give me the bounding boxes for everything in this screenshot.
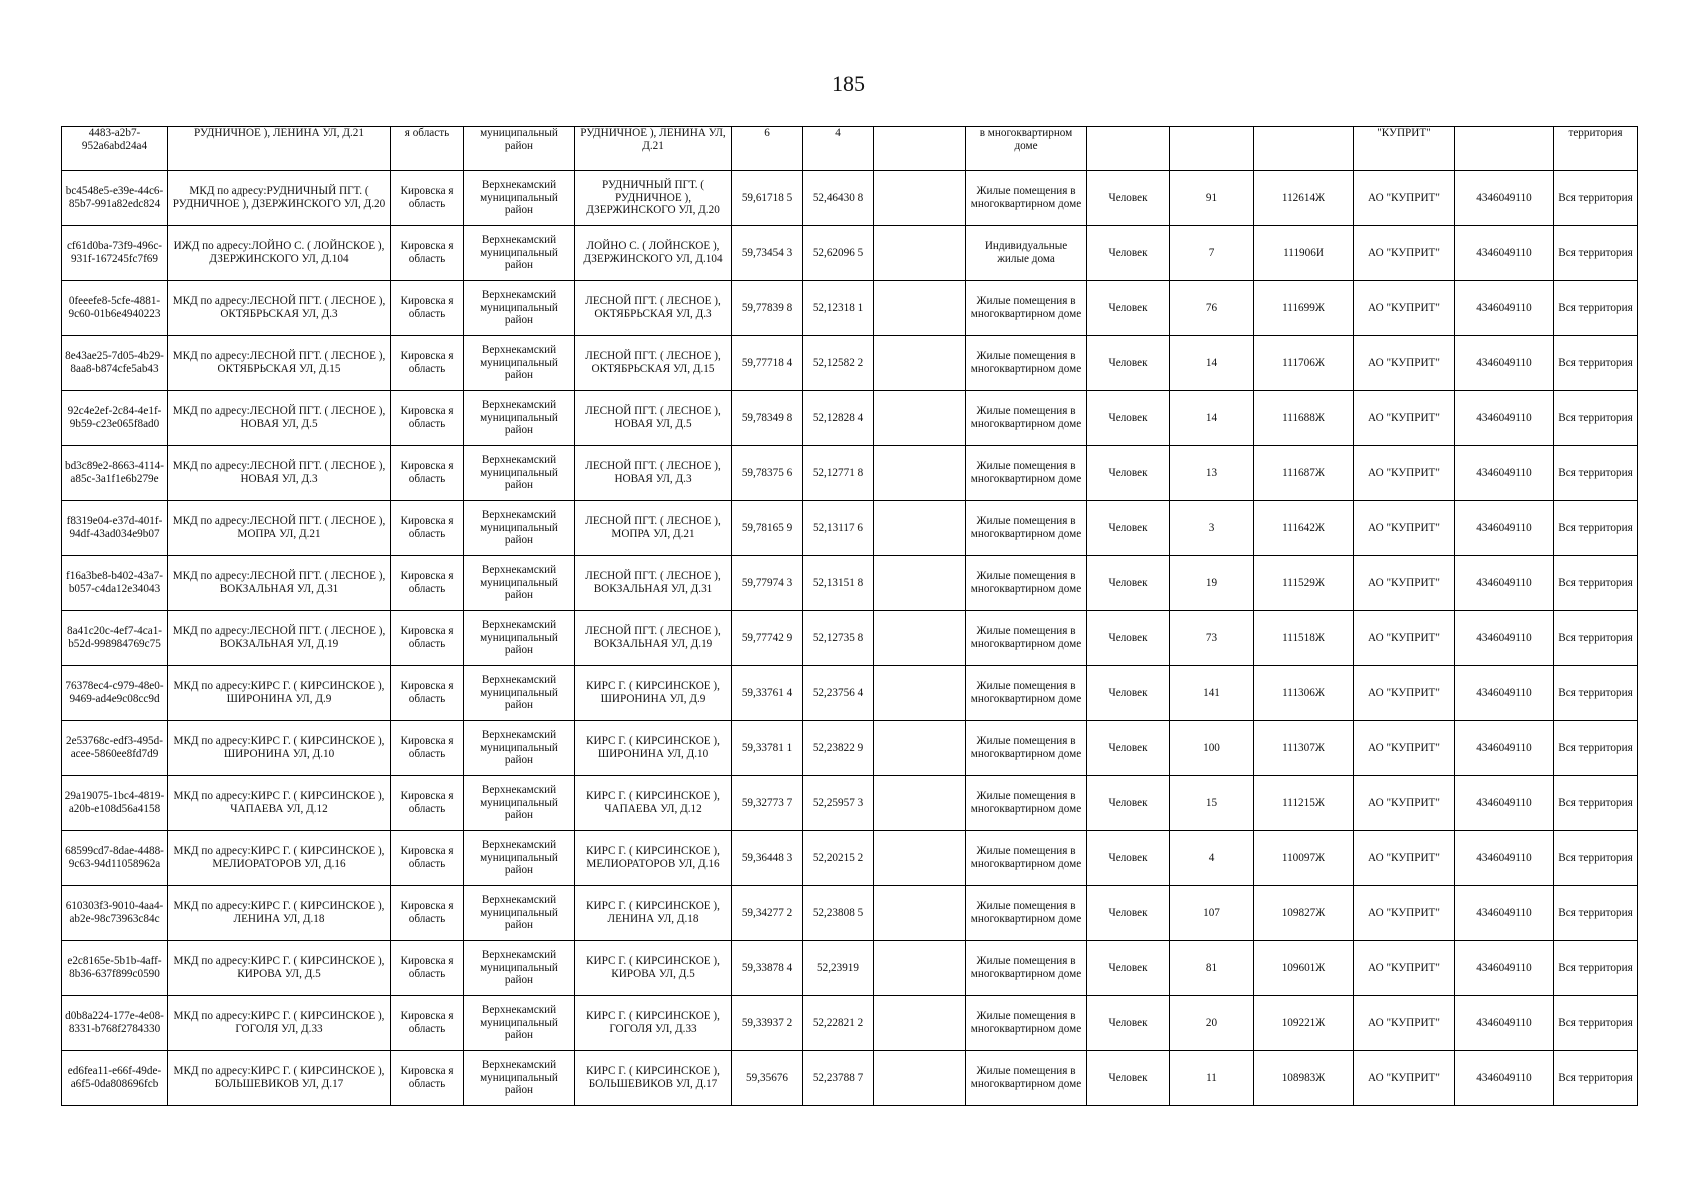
premises-type-cell: Жилые помещения в многоквартирном доме: [966, 666, 1087, 721]
latitude-cell: 6: [732, 127, 803, 171]
longitude-cell: 52,23788 7: [803, 1051, 874, 1106]
organization-cell: АО "КУПРИТ": [1354, 391, 1455, 446]
district-cell: Верхнекамский муниципальный район: [464, 171, 575, 226]
record-id-cell: 76378ec4-c979-48e0-9469-ad4e9c08cc9d: [62, 666, 168, 721]
record-id-cell: e2c8165e-5b1b-4aff-8b36-637f899c0590: [62, 941, 168, 996]
unit-cell: Человек: [1087, 171, 1170, 226]
blank-cell: [874, 1051, 966, 1106]
district-cell: Верхнекамский муниципальный район: [464, 336, 575, 391]
organization-cell: АО "КУПРИТ": [1354, 556, 1455, 611]
region-cell: Кировска я область: [391, 886, 464, 941]
count-cell: 107: [1170, 886, 1254, 941]
organization-cell: АО "КУПРИТ": [1354, 886, 1455, 941]
region-cell: Кировска я область: [391, 226, 464, 281]
premises-type-cell: Жилые помещения в многоквартирном доме: [966, 721, 1087, 776]
longitude-cell: 52,12735 8: [803, 611, 874, 666]
region-cell: Кировска я область: [391, 996, 464, 1051]
organization-cell: АО "КУПРИТ": [1354, 226, 1455, 281]
organization-cell: АО "КУПРИТ": [1354, 281, 1455, 336]
table-row: [62, 886, 1638, 941]
latitude-cell: 59,34277 2: [732, 886, 803, 941]
table-row: [62, 1051, 1638, 1106]
coverage-cell: Вся территория: [1554, 226, 1638, 281]
inn-cell: 4346049110: [1455, 226, 1554, 281]
longitude-cell: 52,12318 1: [803, 281, 874, 336]
district-cell: Верхнекамский муниципальный район: [464, 721, 575, 776]
unit-cell: Человек: [1087, 391, 1170, 446]
region-cell: Кировска я область: [391, 336, 464, 391]
coverage-cell: Вся территория: [1554, 446, 1638, 501]
premises-type-cell: Жилые помещения в многоквартирном доме: [966, 556, 1087, 611]
code-cell: 111642Ж: [1254, 501, 1354, 556]
longitude-cell: 52,23756 4: [803, 666, 874, 721]
blank-cell: [874, 996, 966, 1051]
latitude-cell: 59,33761 4: [732, 666, 803, 721]
district-cell: Верхнекамский муниципальный район: [464, 831, 575, 886]
record-id-cell: f16a3be8-b402-43a7-b057-c4da12e34043: [62, 556, 168, 611]
latitude-cell: 59,77974 3: [732, 556, 803, 611]
record-id-cell: 8a41c20c-4ef7-4ca1-b52d-998984769c75: [62, 611, 168, 666]
blank-cell: [874, 556, 966, 611]
record-id-cell: d0b8a224-177e-4e08-8331-b768f2784330: [62, 996, 168, 1051]
object-description-cell: МКД по адресу:ЛЕСНОЙ ПГТ. ( ЛЕСНОЕ ), ОКТЯБРЬСКАЯ УЛ, Д.15: [168, 336, 391, 391]
latitude-cell: 59,73454 3: [732, 226, 803, 281]
inn-cell: 4346049110: [1455, 336, 1554, 391]
latitude-cell: 59,32773 7: [732, 776, 803, 831]
record-id-cell: 92c4e2ef-2c84-4e1f-9b59-c23e065f8ad0: [62, 391, 168, 446]
object-description-cell: МКД по адресу:ЛЕСНОЙ ПГТ. ( ЛЕСНОЕ ), ВОКЗАЛЬНАЯ УЛ, Д.31: [168, 556, 391, 611]
inn-cell: 4346049110: [1455, 446, 1554, 501]
coverage-cell: Вся территория: [1554, 996, 1638, 1051]
count-cell: 19: [1170, 556, 1254, 611]
code-cell: 111687Ж: [1254, 446, 1354, 501]
latitude-cell: 59,78375 6: [732, 446, 803, 501]
inn-cell: 4346049110: [1455, 886, 1554, 941]
inn-cell: 4346049110: [1455, 776, 1554, 831]
district-cell: Верхнекамский муниципальный район: [464, 556, 575, 611]
record-id-cell: cf61d0ba-73f9-496c-931f-167245fc7f69: [62, 226, 168, 281]
code-cell: 109221Ж: [1254, 996, 1354, 1051]
organization-cell: АО "КУПРИТ": [1354, 721, 1455, 776]
count-cell: 20: [1170, 996, 1254, 1051]
blank-cell: [874, 391, 966, 446]
premises-type-cell: Жилые помещения в многоквартирном доме: [966, 996, 1087, 1051]
address-cell: КИРС Г. ( КИРСИНСКОЕ ), ШИРОНИНА УЛ, Д.10: [575, 721, 732, 776]
code-cell: 111518Ж: [1254, 611, 1354, 666]
address-cell: КИРС Г. ( КИРСИНСКОЕ ), ГОГОЛЯ УЛ, Д.33: [575, 996, 732, 1051]
record-id-cell: 610303f3-9010-4aa4-ab2e-98c73963c84c: [62, 886, 168, 941]
unit-cell: Человек: [1087, 831, 1170, 886]
blank-cell: [874, 336, 966, 391]
object-description-cell: ИЖД по адресу:ЛОЙНО С. ( ЛОЙНСКОЕ ), ДЗЕРЖИНСКОГО УЛ, Д.104: [168, 226, 391, 281]
table-row: [62, 996, 1638, 1051]
record-id-cell: 29a19075-1bc4-4819-a20b-e108d56a4158: [62, 776, 168, 831]
code-cell: 111688Ж: [1254, 391, 1354, 446]
inn-cell: 4346049110: [1455, 501, 1554, 556]
district-cell: муниципальный район: [464, 127, 575, 171]
unit-cell: Человек: [1087, 721, 1170, 776]
record-id-cell: bc4548e5-e39e-44c6-85b7-991a82edc824: [62, 171, 168, 226]
longitude-cell: 52,23919: [803, 941, 874, 996]
code-cell: 109601Ж: [1254, 941, 1354, 996]
district-cell: Верхнекамский муниципальный район: [464, 391, 575, 446]
blank-cell: [874, 501, 966, 556]
table-row: [62, 941, 1638, 996]
longitude-cell: 52,13151 8: [803, 556, 874, 611]
premises-type-cell: Жилые помещения в многоквартирном доме: [966, 776, 1087, 831]
longitude-cell: 52,62096 5: [803, 226, 874, 281]
address-cell: ЛЕСНОЙ ПГТ. ( ЛЕСНОЕ ), ВОКЗАЛЬНАЯ УЛ, Д.31: [575, 556, 732, 611]
object-description-cell: МКД по адресу:КИРС Г. ( КИРСИНСКОЕ ), ЛЕНИНА УЛ, Д.18: [168, 886, 391, 941]
code-cell: 108983Ж: [1254, 1051, 1354, 1106]
count-cell: 141: [1170, 666, 1254, 721]
district-cell: Верхнекамский муниципальный район: [464, 776, 575, 831]
coverage-cell: территория: [1554, 127, 1638, 171]
coverage-cell: Вся территория: [1554, 941, 1638, 996]
region-cell: Кировска я область: [391, 391, 464, 446]
premises-type-cell: Жилые помещения в многоквартирном доме: [966, 831, 1087, 886]
address-cell: КИРС Г. ( КИРСИНСКОЕ ), МЕЛИОРАТОРОВ УЛ, Д.16: [575, 831, 732, 886]
unit-cell: Человек: [1087, 556, 1170, 611]
address-cell: ЛОЙНО С. ( ЛОЙНСКОЕ ), ДЗЕРЖИНСКОГО УЛ, Д.104: [575, 226, 732, 281]
region-cell: Кировска я область: [391, 501, 464, 556]
district-cell: Верхнекамский муниципальный район: [464, 501, 575, 556]
table-row: [62, 171, 1638, 226]
unit-cell: Человек: [1087, 996, 1170, 1051]
latitude-cell: 59,61718 5: [732, 171, 803, 226]
organization-cell: АО "КУПРИТ": [1354, 1051, 1455, 1106]
count-cell: 100: [1170, 721, 1254, 776]
unit-cell: Человек: [1087, 941, 1170, 996]
address-cell: ЛЕСНОЙ ПГТ. ( ЛЕСНОЕ ), НОВАЯ УЛ, Д.5: [575, 391, 732, 446]
count-cell: 81: [1170, 941, 1254, 996]
blank-cell: [874, 171, 966, 226]
latitude-cell: 59,33781 1: [732, 721, 803, 776]
longitude-cell: 52,12771 8: [803, 446, 874, 501]
premises-type-cell: Жилые помещения в многоквартирном доме: [966, 171, 1087, 226]
district-cell: Верхнекамский муниципальный район: [464, 446, 575, 501]
inn-cell: 4346049110: [1455, 391, 1554, 446]
count-cell: 13: [1170, 446, 1254, 501]
coverage-cell: Вся территория: [1554, 501, 1638, 556]
code-cell: 111306Ж: [1254, 666, 1354, 721]
address-cell: КИРС Г. ( КИРСИНСКОЕ ), ШИРОНИНА УЛ, Д.9: [575, 666, 732, 721]
unit-cell: Человек: [1087, 281, 1170, 336]
coverage-cell: Вся территория: [1554, 391, 1638, 446]
inn-cell: 4346049110: [1455, 666, 1554, 721]
table-row: [62, 556, 1638, 611]
code-cell: 111215Ж: [1254, 776, 1354, 831]
object-description-cell: МКД по адресу:ЛЕСНОЙ ПГТ. ( ЛЕСНОЕ ), ОКТЯБРЬСКАЯ УЛ, Д.3: [168, 281, 391, 336]
table-row: [62, 831, 1638, 886]
object-description-cell: МКД по адресу:ЛЕСНОЙ ПГТ. ( ЛЕСНОЕ ), НОВАЯ УЛ, Д.5: [168, 391, 391, 446]
unit-cell: Человек: [1087, 336, 1170, 391]
coverage-cell: Вся территория: [1554, 556, 1638, 611]
record-id-cell: 0feeefe8-5cfe-4881-9c60-01b6e4940223: [62, 281, 168, 336]
latitude-cell: 59,33937 2: [732, 996, 803, 1051]
longitude-cell: 52,20215 2: [803, 831, 874, 886]
organization-cell: АО "КУПРИТ": [1354, 611, 1455, 666]
organization-cell: АО "КУПРИТ": [1354, 336, 1455, 391]
organization-cell: АО "КУПРИТ": [1354, 171, 1455, 226]
district-cell: Верхнекамский муниципальный район: [464, 611, 575, 666]
object-description-cell: МКД по адресу:КИРС Г. ( КИРСИНСКОЕ ), ШИРОНИНА УЛ, Д.9: [168, 666, 391, 721]
premises-type-cell: Жилые помещения в многоквартирном доме: [966, 886, 1087, 941]
region-cell: Кировска я область: [391, 776, 464, 831]
table-row: [62, 226, 1638, 281]
unit-cell: Человек: [1087, 501, 1170, 556]
code-cell: 112614Ж: [1254, 171, 1354, 226]
blank-cell: [874, 226, 966, 281]
record-id-cell: f8319e04-e37d-401f-94df-43ad034e9b07: [62, 501, 168, 556]
inn-cell: 4346049110: [1455, 941, 1554, 996]
coverage-cell: Вся территория: [1554, 1051, 1638, 1106]
region-cell: Кировска я область: [391, 831, 464, 886]
code-cell: 111706Ж: [1254, 336, 1354, 391]
object-description-cell: МКД по адресу:КИРС Г. ( КИРСИНСКОЕ ), ШИРОНИНА УЛ, Д.10: [168, 721, 391, 776]
code-cell: [1254, 127, 1354, 171]
inn-cell: 4346049110: [1455, 831, 1554, 886]
page-number: 185: [832, 71, 865, 96]
count-cell: 14: [1170, 391, 1254, 446]
region-cell: Кировска я область: [391, 1051, 464, 1106]
region-cell: Кировска я область: [391, 666, 464, 721]
table-row: [62, 281, 1638, 336]
coverage-cell: Вся территория: [1554, 611, 1638, 666]
object-description-cell: МКД по адресу:РУДНИЧНЫЙ ПГТ. ( РУДНИЧНОЕ ), ДЗЕРЖИНСКОГО УЛ, Д.20: [168, 171, 391, 226]
record-id-cell: 2e53768c-edf3-495d-acee-5860ee8fd7d9: [62, 721, 168, 776]
count-cell: 7: [1170, 226, 1254, 281]
latitude-cell: 59,78165 9: [732, 501, 803, 556]
object-description-cell: РУДНИЧНОЕ ), ЛЕНИНА УЛ, Д.21: [168, 127, 391, 171]
district-cell: Верхнекамский муниципальный район: [464, 886, 575, 941]
longitude-cell: 52,22821 2: [803, 996, 874, 1051]
address-cell: ЛЕСНОЙ ПГТ. ( ЛЕСНОЕ ), МОПРА УЛ, Д.21: [575, 501, 732, 556]
table-row: [62, 127, 1638, 171]
record-id-cell: ed6fea11-e66f-49de-a6f5-0da808696fcb: [62, 1051, 168, 1106]
record-id-cell: 4483-a2b7-952a6abd24a4: [62, 127, 168, 171]
region-cell: Кировска я область: [391, 941, 464, 996]
region-cell: Кировска я область: [391, 611, 464, 666]
longitude-cell: 4: [803, 127, 874, 171]
premises-type-cell: Жилые помещения в многоквартирном доме: [966, 501, 1087, 556]
inn-cell: 4346049110: [1455, 611, 1554, 666]
count-cell: 15: [1170, 776, 1254, 831]
table-row: [62, 446, 1638, 501]
inn-cell: 4346049110: [1455, 281, 1554, 336]
premises-type-cell: Жилые помещения в многоквартирном доме: [966, 941, 1087, 996]
table-row: [62, 611, 1638, 666]
latitude-cell: 59,36448 3: [732, 831, 803, 886]
coverage-cell: Вся территория: [1554, 171, 1638, 226]
object-description-cell: МКД по адресу:ЛЕСНОЙ ПГТ. ( ЛЕСНОЕ ), МОПРА УЛ, Д.21: [168, 501, 391, 556]
coverage-cell: Вся территория: [1554, 886, 1638, 941]
latitude-cell: 59,35676: [732, 1051, 803, 1106]
code-cell: 110097Ж: [1254, 831, 1354, 886]
region-cell: Кировска я область: [391, 281, 464, 336]
address-cell: ЛЕСНОЙ ПГТ. ( ЛЕСНОЕ ), ОКТЯБРЬСКАЯ УЛ, Д.3: [575, 281, 732, 336]
premises-type-cell: Жилые помещения в многоквартирном доме: [966, 391, 1087, 446]
address-cell: РУДНИЧНЫЙ ПГТ. ( РУДНИЧНОЕ ), ДЗЕРЖИНСКОГО УЛ, Д.20: [575, 171, 732, 226]
record-id-cell: 68599cd7-8dae-4488-9c63-94d11058962a: [62, 831, 168, 886]
unit-cell: Человек: [1087, 446, 1170, 501]
blank-cell: [874, 941, 966, 996]
registry-table: [61, 126, 1638, 1106]
address-cell: КИРС Г. ( КИРСИНСКОЕ ), БОЛЬШЕВИКОВ УЛ, Д.17: [575, 1051, 732, 1106]
organization-cell: АО "КУПРИТ": [1354, 831, 1455, 886]
blank-cell: [874, 776, 966, 831]
organization-cell: АО "КУПРИТ": [1354, 501, 1455, 556]
unit-cell: Человек: [1087, 776, 1170, 831]
count-cell: 4: [1170, 831, 1254, 886]
organization-cell: "КУПРИТ": [1354, 127, 1455, 171]
coverage-cell: Вся территория: [1554, 721, 1638, 776]
object-description-cell: МКД по адресу:КИРС Г. ( КИРСИНСКОЕ ), КИРОВА УЛ, Д.5: [168, 941, 391, 996]
region-cell: Кировска я область: [391, 556, 464, 611]
count-cell: 14: [1170, 336, 1254, 391]
premises-type-cell: Жилые помещения в многоквартирном доме: [966, 281, 1087, 336]
address-cell: КИРС Г. ( КИРСИНСКОЕ ), КИРОВА УЛ, Д.5: [575, 941, 732, 996]
address-cell: ЛЕСНОЙ ПГТ. ( ЛЕСНОЕ ), НОВАЯ УЛ, Д.3: [575, 446, 732, 501]
blank-cell: [874, 611, 966, 666]
unit-cell: Человек: [1087, 1051, 1170, 1106]
count-cell: [1170, 127, 1254, 171]
blank-cell: [874, 127, 966, 171]
longitude-cell: 52,23808 5: [803, 886, 874, 941]
address-cell: РУДНИЧНОЕ ), ЛЕНИНА УЛ, Д.21: [575, 127, 732, 171]
code-cell: 109827Ж: [1254, 886, 1354, 941]
blank-cell: [874, 721, 966, 776]
count-cell: 3: [1170, 501, 1254, 556]
inn-cell: 4346049110: [1455, 996, 1554, 1051]
address-cell: ЛЕСНОЙ ПГТ. ( ЛЕСНОЕ ), ВОКЗАЛЬНАЯ УЛ, Д.19: [575, 611, 732, 666]
object-description-cell: МКД по адресу:ЛЕСНОЙ ПГТ. ( ЛЕСНОЕ ), ВОКЗАЛЬНАЯ УЛ, Д.19: [168, 611, 391, 666]
district-cell: Верхнекамский муниципальный район: [464, 281, 575, 336]
address-cell: ЛЕСНОЙ ПГТ. ( ЛЕСНОЕ ), ОКТЯБРЬСКАЯ УЛ, Д.15: [575, 336, 732, 391]
table-row: [62, 721, 1638, 776]
longitude-cell: 52,46430 8: [803, 171, 874, 226]
premises-type-cell: Жилые помещения в многоквартирном доме: [966, 611, 1087, 666]
unit-cell: [1087, 127, 1170, 171]
latitude-cell: 59,77839 8: [732, 281, 803, 336]
address-cell: КИРС Г. ( КИРСИНСКОЕ ), ЧАПАЕВА УЛ, Д.12: [575, 776, 732, 831]
region-cell: Кировска я область: [391, 171, 464, 226]
code-cell: 111529Ж: [1254, 556, 1354, 611]
district-cell: Верхнекамский муниципальный район: [464, 1051, 575, 1106]
organization-cell: АО "КУПРИТ": [1354, 941, 1455, 996]
longitude-cell: 52,13117 6: [803, 501, 874, 556]
table-row: [62, 336, 1638, 391]
blank-cell: [874, 281, 966, 336]
object-description-cell: МКД по адресу:КИРС Г. ( КИРСИНСКОЕ ), ЧАПАЕВА УЛ, Д.12: [168, 776, 391, 831]
registry-table-body: [62, 127, 1638, 1106]
inn-cell: 4346049110: [1455, 556, 1554, 611]
coverage-cell: Вся территория: [1554, 776, 1638, 831]
region-cell: Кировска я область: [391, 721, 464, 776]
inn-cell: 4346049110: [1455, 1051, 1554, 1106]
inn-cell: 4346049110: [1455, 171, 1554, 226]
record-id-cell: bd3c89e2-8663-4114-a85c-3a1f1e6b279e: [62, 446, 168, 501]
premises-type-cell: Индивидуальные жилые дома: [966, 226, 1087, 281]
blank-cell: [874, 886, 966, 941]
record-id-cell: 8e43ae25-7d05-4b29-8aa8-b874cfe5ab43: [62, 336, 168, 391]
object-description-cell: МКД по адресу:ЛЕСНОЙ ПГТ. ( ЛЕСНОЕ ), НОВАЯ УЛ, Д.3: [168, 446, 391, 501]
premises-type-cell: в многоквартирном доме: [966, 127, 1087, 171]
latitude-cell: 59,33878 4: [732, 941, 803, 996]
district-cell: Верхнекамский муниципальный район: [464, 941, 575, 996]
coverage-cell: Вся территория: [1554, 831, 1638, 886]
table-row: [62, 501, 1638, 556]
blank-cell: [874, 666, 966, 721]
region-cell: я область: [391, 127, 464, 171]
code-cell: 111699Ж: [1254, 281, 1354, 336]
longitude-cell: 52,12828 4: [803, 391, 874, 446]
latitude-cell: 59,77742 9: [732, 611, 803, 666]
unit-cell: Человек: [1087, 226, 1170, 281]
code-cell: 111307Ж: [1254, 721, 1354, 776]
district-cell: Верхнекамский муниципальный район: [464, 666, 575, 721]
unit-cell: Человек: [1087, 666, 1170, 721]
count-cell: 91: [1170, 171, 1254, 226]
coverage-cell: Вся территория: [1554, 336, 1638, 391]
table-row: [62, 666, 1638, 721]
longitude-cell: 52,12582 2: [803, 336, 874, 391]
count-cell: 73: [1170, 611, 1254, 666]
premises-type-cell: Жилые помещения в многоквартирном доме: [966, 446, 1087, 501]
unit-cell: Человек: [1087, 886, 1170, 941]
premises-type-cell: Жилые помещения в многоквартирном доме: [966, 1051, 1087, 1106]
blank-cell: [874, 831, 966, 886]
unit-cell: Человек: [1087, 611, 1170, 666]
table-row: [62, 776, 1638, 831]
latitude-cell: 59,78349 8: [732, 391, 803, 446]
object-description-cell: МКД по адресу:КИРС Г. ( КИРСИНСКОЕ ), БОЛЬШЕВИКОВ УЛ, Д.17: [168, 1051, 391, 1106]
district-cell: Верхнекамский муниципальный район: [464, 226, 575, 281]
longitude-cell: 52,23822 9: [803, 721, 874, 776]
table-row: [62, 391, 1638, 446]
latitude-cell: 59,77718 4: [732, 336, 803, 391]
address-cell: КИРС Г. ( КИРСИНСКОЕ ), ЛЕНИНА УЛ, Д.18: [575, 886, 732, 941]
district-cell: Верхнекамский муниципальный район: [464, 996, 575, 1051]
organization-cell: АО "КУПРИТ": [1354, 666, 1455, 721]
code-cell: 111906И: [1254, 226, 1354, 281]
premises-type-cell: Жилые помещения в многоквартирном доме: [966, 336, 1087, 391]
count-cell: 11: [1170, 1051, 1254, 1106]
count-cell: 76: [1170, 281, 1254, 336]
organization-cell: АО "КУПРИТ": [1354, 996, 1455, 1051]
object-description-cell: МКД по адресу:КИРС Г. ( КИРСИНСКОЕ ), ГОГОЛЯ УЛ, Д.33: [168, 996, 391, 1051]
object-description-cell: МКД по адресу:КИРС Г. ( КИРСИНСКОЕ ), МЕЛИОРАТОРОВ УЛ, Д.16: [168, 831, 391, 886]
coverage-cell: Вся территория: [1554, 281, 1638, 336]
organization-cell: АО "КУПРИТ": [1354, 446, 1455, 501]
blank-cell: [874, 446, 966, 501]
inn-cell: 4346049110: [1455, 721, 1554, 776]
region-cell: Кировска я область: [391, 446, 464, 501]
organization-cell: АО "КУПРИТ": [1354, 776, 1455, 831]
inn-cell: [1455, 127, 1554, 171]
longitude-cell: 52,25957 3: [803, 776, 874, 831]
coverage-cell: Вся территория: [1554, 666, 1638, 721]
